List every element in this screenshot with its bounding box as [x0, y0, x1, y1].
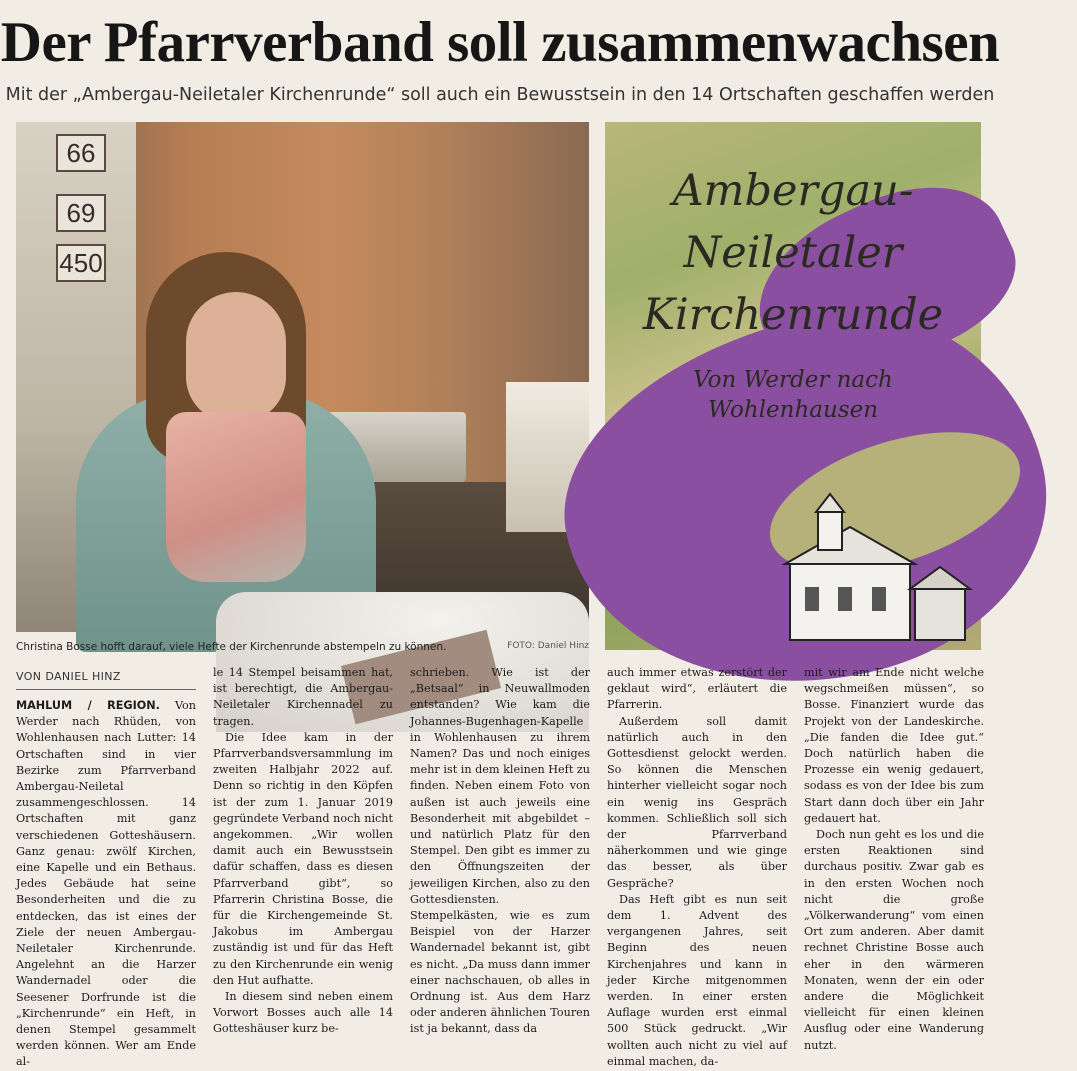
- cover-title-line: Kirchenrunde: [642, 290, 944, 340]
- cover-title: [605, 160, 981, 346]
- cover-title-line: Ambergau-: [672, 166, 914, 216]
- photo-credit: FOTO: Daniel Hinz: [507, 641, 589, 651]
- article-column: [16, 698, 196, 1071]
- article-paragraph: In diesem sind neben einem Vorwort Bosses auch alle 14 Gotteshäuser kurz be-: [213, 990, 393, 1036]
- article-paragraph: mit wir am Ende nicht welche wegschmeißen müssen“, so Bosse. Finanziert wurde das Projekt von der Landeskirche. „Die fanden die Idee gut.“ Doch natürlich haben die Prozesse ein wenig gedauert, sodass es von der Idee bis zum Start dann doch über ein Jahr gedauert hat.: [804, 666, 984, 825]
- dateline: MAHLUM / REGION.: [16, 699, 160, 712]
- byline: VON DANIEL HINZ: [16, 670, 196, 690]
- chapel-icon: [780, 492, 970, 642]
- cover-title-line: Neiletaler: [683, 228, 903, 278]
- article-column: [410, 665, 590, 1038]
- paragraph-text: Von Werder nach Rhüden, von Wohlenhausen nach Lutter: 14 Ortschaften sind in vier Bezirke zum Pfarrverband Ambergau-Neiletal zusammengeschlossen. 14 Ortschaften mit ganz verschiedenen Gotteshäusern. Ganz genau: zwölf Kirchen, eine Kapelle und ein Bethaus. Jedes Gebäude hat seine Besonderheiten und die zu entdecken, das ist eines der Ziele der neuen Ambergau-Neiletaler Kirchenrunde. Angelehnt an die Harzer Wandernadel oder die Seesener Dorfrunde ist die „Kirchenrunde“ ein Heft, in denen Stempel gesammelt werden können. Wer am Ende al-: [16, 699, 196, 1069]
- booklet-cover: [605, 122, 981, 650]
- person-scarf: [166, 412, 306, 582]
- hymn-number: 450: [56, 244, 106, 282]
- article-paragraph: auch immer etwas zerstört der geklaut wird“, erläutert die Pfarrerin.: [607, 666, 787, 712]
- cover-subtitle-line: Von Werder nach: [693, 367, 893, 393]
- headline: Der Pfarrverband soll zusammenwachsen: [0, 11, 1000, 74]
- article-paragraph: Die Idee kam in der Pfarrverbandsversammlung im zweiten Halbjahr 2022 auf. Denn so richtig in den Köpfen ist der zum 1. Januar 2019 gegründete Verband noch nicht angekommen. „Wir wollen damit auch ein Bewusstsein dafür schaffen, dass es diesen Pfarrverband gibt“, so Pfarrerin Christina Bosse, die für die Kirchengemeinde St. Jakobus im Ambergau zuständig ist und für das Heft zu den Kirchenrunde ein wenig den Hut aufhatte.: [213, 730, 393, 987]
- article-paragraph: [16, 698, 196, 1071]
- subheadline: Mit der „Ambergau-Neiletaler Kirchenrunde“ soll auch ein Bewusstsein in den 14 Ortschaften geschaffen werden: [5, 85, 995, 105]
- article-column: [804, 665, 984, 1054]
- article-paragraph: Doch nun geht es los und die ersten Reaktionen sind durchaus positiv. Zwar gab es in den ersten Wochen noch nicht die große „Völkerwanderung“ vom einen Ort zum anderen. Aber damit rechnet Christine Bosse auch eher in den wärmeren Monaten, wenn der ein oder andere die Möglichkeit vielleicht für einen kleinen Ausflug oder eine Wanderung nutzt.: [804, 828, 984, 1052]
- hymn-number: 66: [56, 134, 106, 172]
- article-paragraph: schrieben. Wie ist der „Betsaal“ in Neuwallmoden entstanden? Wie kam die Johannes-Bugenhagen-Kapelle in Wohlenhausen zu ihrem Namen? Das und noch einiges mehr ist in dem kleinen Heft zu finden. Neben einem Foto von außen ist auch jeweils eine Besonderheit mit abgebildet – und natürlich Platz für den Stempel. Den gibt es immer zu den Öffnungszeiten der jeweiligen Kirchen, also zu den Gottesdiensten. Stempelkästen, wie es zum Beispiel von der Harzer Wandernadel bekannt ist, gibt es nicht. „Da muss dann immer einer nachschauen, ob alles in Ordnung ist. Aus dem Harz oder anderen ähnlichen Touren ist ja bekannt, dass da: [410, 666, 590, 1036]
- photo-caption: Christina Bosse hofft darauf, viele Hefte der Kirchenrunde abstempeln zu können.: [16, 641, 447, 653]
- article-column: [213, 665, 393, 1038]
- article-paragraph: Das Heft gibt es nun seit dem 1. Advent des vergangenen Jahres, seit Beginn des neuen Kirchenjahres und kann in jeder Kirche mitgenommen werden. In einer ersten Auflage wurden erst einmal 500 Stück gedruckt. „Wir wollten auch nicht zu viel auf einmal machen, da-: [607, 892, 787, 1068]
- cover-subtitle: [605, 365, 981, 425]
- cover-subtitle-line: Wohlenhausen: [707, 397, 879, 423]
- person-face: [186, 292, 286, 422]
- hymn-number: 69: [56, 194, 106, 232]
- article-paragraph: le 14 Stempel beisammen hat, ist berechtigt, die Ambergau-Neiletaler Kirchennadel zu tragen.: [213, 666, 393, 728]
- article-paragraph: Außerdem soll damit natürlich auch in den Gottesdienst gelockt werden. So können die Menschen hinterher vielleicht sogar noch ein wenig ins Gespräch kommen. Schließlich soll sich der Pfarrverband näherkommen und wie ginge das besser, als über Gespräche?: [607, 714, 787, 890]
- article-column: [607, 665, 787, 1070]
- article-photo: [16, 122, 589, 632]
